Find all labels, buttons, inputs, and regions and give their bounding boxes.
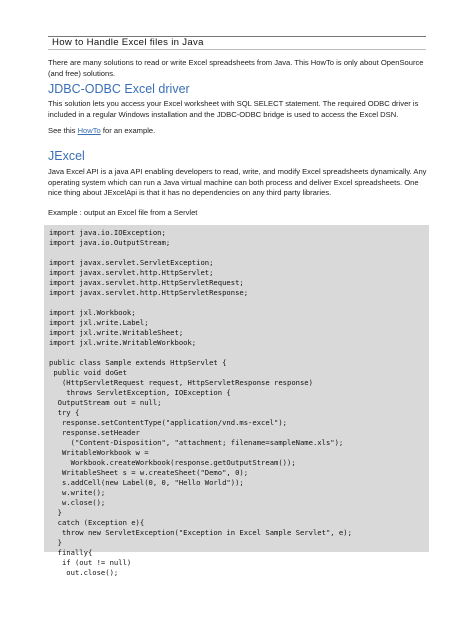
see-suffix: for an example. [100,126,156,135]
page-title: How to Handle Excel files in Java [52,37,204,48]
code-line: import java.io.IOException; [49,228,166,237]
code-line: } [49,538,62,547]
code-block [44,225,429,577]
howto-link[interactable]: HowTo [77,126,101,135]
code-line: w.write(); [49,488,106,497]
code-line: import jxl.write.WritableSheet; [49,328,184,337]
code-line: import jxl.write.WritableWorkbook; [49,338,197,347]
code-line: public void doGet [49,368,127,377]
intro-paragraph: There are many solutions to read or write Excel spreadsheets from Java. This HowTo is only about OpenSource (and free) solutions. [48,58,424,78]
section-heading-jexcel: JExcel [48,149,85,163]
code-line: WritableSheet s = w.createSheet("Demo", 0); [49,468,249,477]
code-line: OutputStream out = null; [49,398,162,407]
code-line: catch (Exception e){ [49,518,145,527]
code-line [49,298,429,308]
header-rule-bottom [48,49,426,50]
code-line: } [49,508,62,517]
code-line: import java.io.OutputStream; [49,238,171,247]
jexcel-paragraph: Java Excel API is a java API enabling developers to read, write, and modify Excel spreadsheets dynamically. Any operating system which can run a Java virtual machine can both process and deliver Excel spreadsheets. One nice thing about JExcelApi is that it has no dependencies on any third party libraries. [48,167,427,198]
code-line: import javax.servlet.http.HttpServlet; [49,268,214,277]
code-line: public class Sample extends HttpServlet { [49,358,227,367]
example-caption: Example : output an Excel file from a Servlet [48,208,198,217]
code-line: finally{ [49,548,93,557]
code-line: try { [49,408,80,417]
code-line: Workbook.createWorkbook(response.getOutputStream()); [49,458,296,467]
code-line: out.close(); [49,568,119,577]
code-line: import jxl.write.Label; [49,318,149,327]
code-line: throw new ServletException("Exception in Excel Sample Servlet", e); [49,528,352,537]
section-heading-jdbc-odbc: JDBC-ODBC Excel driver [48,82,190,96]
see-howto-paragraph [48,126,428,137]
code-line: if (out != null) [49,558,132,567]
code-line: WritableWorkbook w = [49,448,149,457]
code-line [49,348,429,358]
code-line: import jxl.Workbook; [49,308,136,317]
code-line: throws ServletException, IOException { [49,388,231,397]
code-line [49,248,429,258]
code-line: response.setContentType("application/vnd.ms-excel"); [49,418,287,427]
code-line: s.addCell(new Label(0, 0, "Hello World")); [49,478,244,487]
jdbc-odbc-paragraph: This solution lets you access your Excel worksheet with SQL SELECT statement. The required ODBC driver is included in a regular Windows installation and the JDBC-ODBC bridge is used to access the Excel DSN. [48,99,419,119]
code-line: import javax.servlet.http.HttpServletResponse; [49,288,249,297]
code-line: (HttpServletRequest request, HttpServletResponse response) [49,378,313,387]
code-line: response.setHeader [49,428,140,437]
code-line: import javax.servlet.http.HttpServletRequest; [49,278,244,287]
code-line: ("Content-Disposition", "attachment; filename=sampleName.xls"); [49,438,344,447]
code-line: w.close(); [49,498,106,507]
see-prefix: See this [48,126,78,135]
code-line: import javax.servlet.ServletException; [49,258,214,267]
